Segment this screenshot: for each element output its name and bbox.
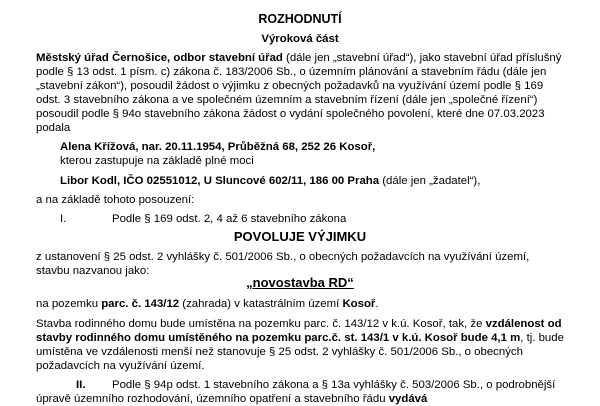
stavba-line-1: Stavba rodinného domu bude umístěna na pozemku parc. č. 143/12 v k.ú. Kosoř, tak, že vzdálenost od [36,318,562,330]
authority-name: Městský úřad Černošice, odbor stavební úřad [36,52,283,64]
intro-line-1: Městský úřad Černošice, odbor stavební úřad (dále jen „stavební úřad“), jako stavební úřad příslušný [36,52,562,64]
applicant-note: kterou zastupuje na základě plné moci [60,155,254,167]
point-1-number: I. [60,213,67,225]
intro-line-2: podle § 13 odst. 1 písm. c) zákona č. 183/2006 Sb., o územním plánování a stavebním řádu (dále jen [36,66,547,78]
stavba-line-4: požadavcích na využívání území. [36,360,205,372]
exception-line-1: z ustanovení § 25 odst. 2 vyhlášky č. 501/2006 Sb., o obecných požadavcích na využívání území, [36,251,530,263]
parcel-line: na pozemku parc. č. 143/12 (zahrada) v katastrálním území Kosoř. [36,298,379,310]
building-name: „novostavba RD“ [246,275,354,290]
stavba-line-2: stavby rodinného domu umístěného na pozemku parc.č. st. 143/1 v k.ú. Kosoř bude 4,1 m, tj. bude [36,332,564,344]
applicant-name: Alena Křížová, nar. 20.11.1954, Průběžná 68, 252 26 Kosoř, [60,141,376,153]
point-2-text: Podle § 94p odst. 1 stavebního zákona a § 13a vyhlášky č. 503/2006 Sb., o podrobnější [112,379,556,391]
parcel-number: parc. č. 143/12 [101,298,180,310]
point-2-line-2: úpravě územního rozhodování, územního opatření a stavebního řádu vydává [36,393,428,405]
agent-line: Libor Kodl, IČO 02551012, U Sluncové 602/11, 186 00 Praha (dále jen „žadatel“), [60,175,481,187]
intro-line-4: odst. 3 stavebního zákona a ve společném územním a stavebním řízení (dále jen „společné řízení“) [36,94,538,106]
assessment-line: a na základě tohoto posouzení: [36,194,195,206]
intro-line-6: podala [36,122,71,134]
intro-line-3: „stavební zákon“), posoudil žádost o výjimku z obecných požadavků na využívání území podle § 169 [36,80,544,92]
agent-name: Libor Kodl, IČO 02551012, U Sluncové 602/11, 186 00 Praha [60,175,380,187]
document-subtitle: Výroková část [261,33,339,45]
intro-line-5: posoudil podle § 94o stavebního zákona žádost o vydání společného povolení, které dne 07.03.2023 [36,108,545,120]
document-title: ROZHODNUTÍ [258,12,342,26]
exception-heading: POVOLUJE VÝJIMKU [233,229,367,244]
point-2-number: II. [76,379,86,391]
exception-line-2: stavbu nazvanou jako: [36,265,150,277]
cadastral-area: Kosoř [342,298,376,310]
stavba-line-3: umístěna ve vzdálenosti menší než stanovuje § 25 odst. 2 vyhlášky č. 501/2006 Sb., o obecných [36,346,523,358]
point-1-text: Podle § 169 odst. 2, 4 až 6 stavebního zákona [112,213,347,225]
